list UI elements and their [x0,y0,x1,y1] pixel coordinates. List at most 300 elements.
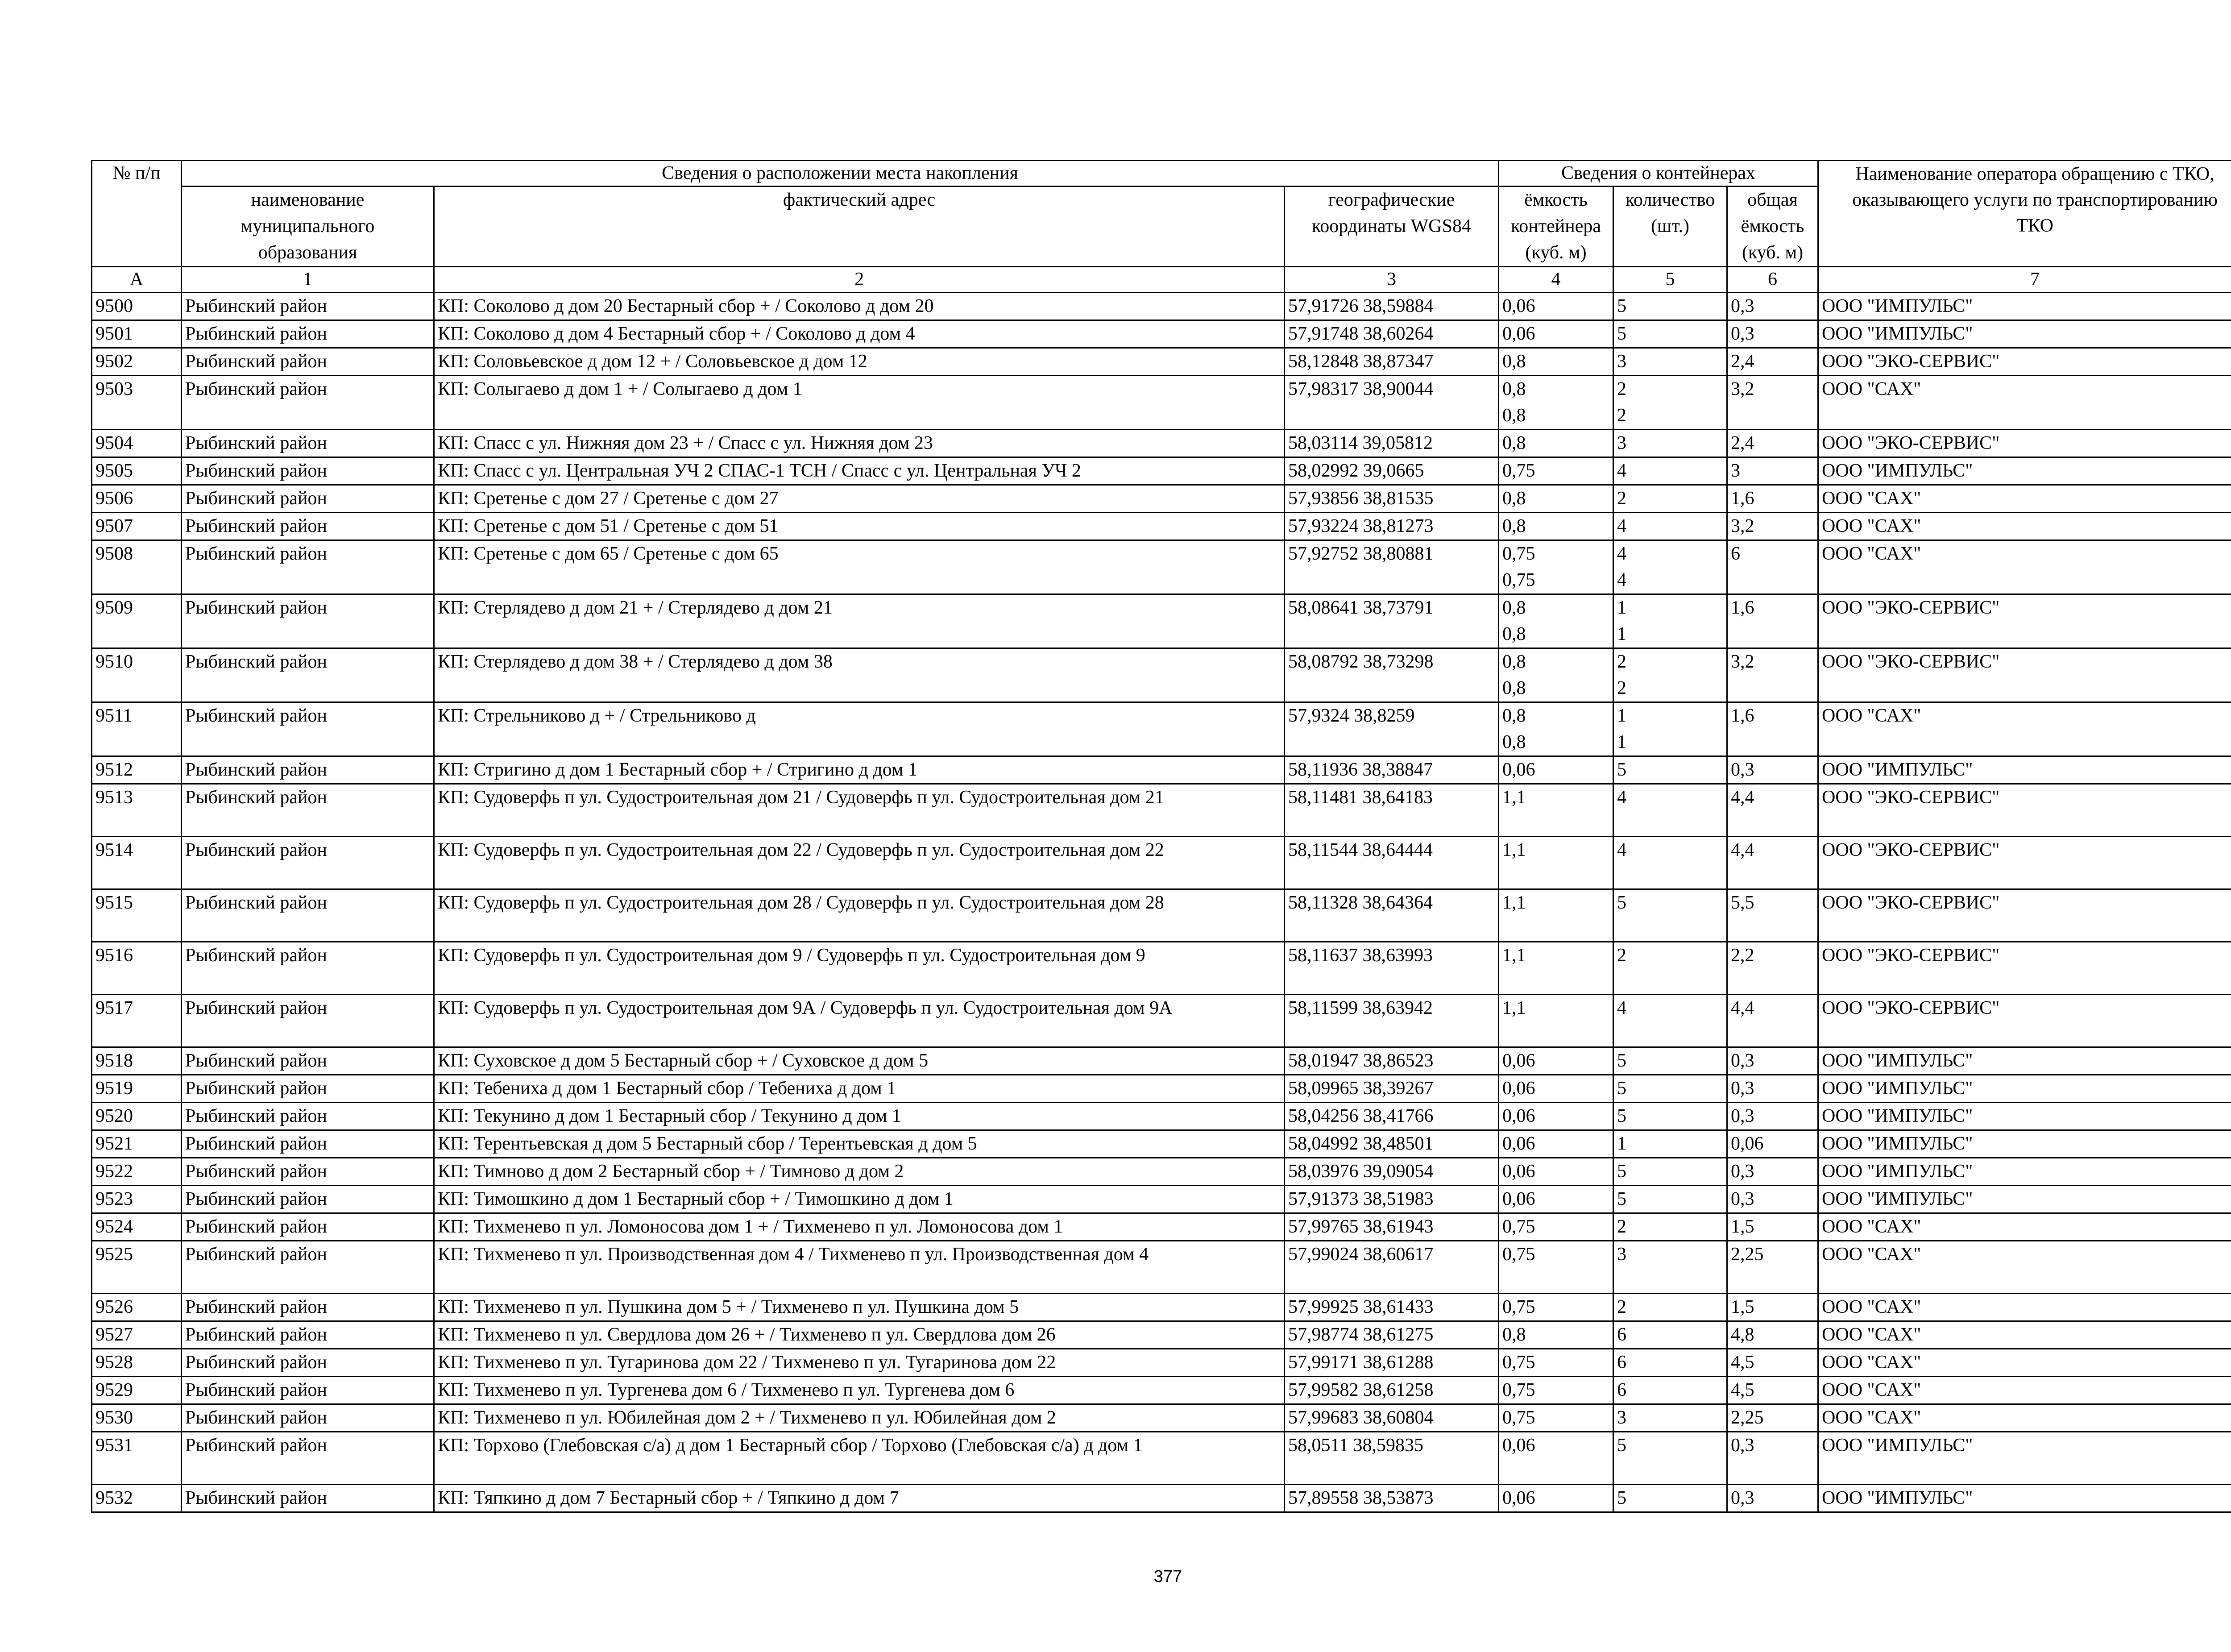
cell-capacity [1499,1241,1613,1294]
cell-address: КП: Тихменево п ул. Тургенева дом 6 / Тихменево п ул. Тургенева дом 6 [434,1377,1285,1404]
cell-capacity-value: 0,06 [1502,1189,1535,1209]
cell-number: 9522 [92,1158,182,1186]
cell-count-value: 3 [1617,351,1627,372]
cell-capacity-value: 0,8 [1502,488,1526,509]
cell-count [1613,293,1727,320]
cell-capacity [1499,648,1613,702]
cell-count [1613,1213,1727,1241]
cell-municipality: Рыбинский район [182,1075,434,1103]
cell-capacity-value: 1,1 [1502,840,1526,860]
cell-capacity-value: 0,75 [1502,1216,1535,1237]
header-coordinates-line: географические [1328,190,1455,210]
cell-total-capacity: 0,06 [1727,1130,1818,1158]
cell-capacity-value: 0,75 [1502,1297,1535,1317]
cell-coordinates: 58,11936 38,38847 [1285,756,1499,784]
cell-coordinates: 58,0511 38,59835 [1285,1432,1499,1485]
table-row [92,1294,2231,1321]
cell-total-capacity: 5,5 [1727,889,1818,942]
cell-count [1613,594,1727,648]
cell-number: 9519 [92,1075,182,1103]
cell-count [1613,942,1727,995]
cell-coordinates: 57,89558 38,53873 [1285,1485,1499,1512]
cell-count [1613,1241,1727,1294]
cell-coordinates: 58,09965 38,39267 [1285,1075,1499,1103]
cell-address: КП: Стрельниково д + / Стрельниково д [434,702,1285,756]
header-operator-line: Наименование оператора обращению с ТКО, [1855,164,2214,184]
cell-capacity-value: 0,8 [1502,598,1526,618]
cell-count-value: 5 [1617,760,1627,780]
header-municipality-line: муниципального [241,216,375,237]
cell-municipality: Рыбинский район [182,942,434,995]
cell-address: КП: Тихменево п ул. Юбилейная дом 2 + / Тихменево п ул. Юбилейная дом 2 [434,1404,1285,1432]
cell-count-value: 4 [1617,544,1627,564]
cell-coordinates: 58,04992 38,48501 [1285,1130,1499,1158]
cell-total-capacity: 1,6 [1727,702,1818,756]
table-row [92,293,2231,320]
column-index: 3 [1285,267,1499,293]
cell-total-capacity: 4,5 [1727,1377,1818,1404]
cell-municipality: Рыбинский район [182,1321,434,1349]
cell-operator: ООО "ИМПУЛЬС" [1818,320,2231,348]
cell-capacity [1499,1213,1613,1241]
cell-capacity [1499,540,1613,594]
cell-total-capacity: 1,6 [1727,485,1818,513]
table-row [92,1377,2231,1404]
cell-address: КП: Соколово д дом 4 Бестарный сбор + / Соколово д дом 4 [434,320,1285,348]
column-index: 4 [1499,267,1613,293]
cell-count [1613,540,1727,594]
cell-capacity [1499,1158,1613,1186]
cell-municipality: Рыбинский район [182,1186,434,1213]
cell-operator: ООО "ЭКО-СЕРВИС" [1818,837,2231,889]
header-row-groups [92,161,2231,187]
cell-count [1613,348,1727,376]
cell-number: 9507 [92,513,182,540]
cell-address: КП: Тихменево п ул. Тугаринова дом 22 / Тихменево п ул. Тугаринова дом 22 [434,1349,1285,1377]
cell-capacity-value: 0,75 [1502,1380,1535,1400]
cell-count-value: 4 [1617,570,1627,590]
cell-capacity [1499,837,1613,889]
cell-capacity [1499,995,1613,1047]
table-row [92,594,2231,648]
cell-operator: ООО "САХ" [1818,1377,2231,1404]
table-row [92,1321,2231,1349]
table-row [92,485,2231,513]
table-row [92,1186,2231,1213]
cell-count [1613,376,1727,430]
cell-coordinates: 57,99582 38,61258 [1285,1377,1499,1404]
cell-count-value: 1 [1617,706,1627,726]
table-row [92,320,2231,348]
cell-address: КП: Судоверфь п ул. Судостроительная дом 9А / Судоверфь п ул. Судостроительная дом 9А [434,995,1285,1047]
cell-total-capacity: 2,25 [1727,1241,1818,1294]
header-number: № п/п [92,161,182,267]
header-count [1613,187,1727,267]
cell-capacity [1499,1186,1613,1213]
cell-capacity-value: 0,75 [1502,1352,1535,1373]
table-row [92,430,2231,457]
cell-total-capacity: 0,3 [1727,320,1818,348]
cell-total-capacity: 0,3 [1727,1485,1818,1512]
header-capacity [1499,187,1613,267]
cell-operator: ООО "ЭКО-СЕРВИС" [1818,348,2231,376]
cell-coordinates: 57,99765 38,61943 [1285,1213,1499,1241]
cell-address: КП: Текунино д дом 1 Бестарный сбор / Текунино д дом 1 [434,1103,1285,1130]
cell-number: 9525 [92,1241,182,1294]
cell-municipality: Рыбинский район [182,1294,434,1321]
column-index: А [92,267,182,293]
cell-total-capacity: 0,3 [1727,1186,1818,1213]
cell-capacity-value: 1,1 [1502,892,1526,913]
cell-address: КП: Спасс с ул. Нижняя дом 23 + / Спасс с ул. Нижняя дом 23 [434,430,1285,457]
cell-count [1613,1047,1727,1075]
header-municipality-line: образования [258,242,357,263]
cell-operator: ООО "САХ" [1818,1404,2231,1432]
cell-total-capacity: 2,2 [1727,942,1818,995]
table-row [92,702,2231,756]
cell-count [1613,648,1727,702]
cell-municipality: Рыбинский район [182,995,434,1047]
cell-number: 9526 [92,1294,182,1321]
cell-count-value: 5 [1617,892,1627,913]
cell-municipality: Рыбинский район [182,594,434,648]
cell-capacity-value: 1,1 [1502,945,1526,966]
header-capacity-line: контейнера [1511,216,1601,237]
cell-capacity [1499,784,1613,837]
table-row [92,995,2231,1047]
cell-capacity [1499,485,1613,513]
cell-capacity-value: 0,06 [1502,324,1535,344]
column-index: 2 [434,267,1285,293]
cell-count [1613,1103,1727,1130]
table-body [92,293,2231,1512]
cell-count [1613,1186,1727,1213]
cell-municipality: Рыбинский район [182,320,434,348]
cell-capacity-value: 0,75 [1502,1244,1535,1265]
cell-count-value: 6 [1617,1324,1627,1345]
cell-address: КП: Тимошкино д дом 1 Бестарный сбор + / Тимошкино д дом 1 [434,1186,1285,1213]
cell-count [1613,995,1727,1047]
cell-capacity-value: 0,75 [1502,1407,1535,1428]
table-row [92,1130,2231,1158]
cell-count-value: 3 [1617,1244,1627,1265]
cell-capacity [1499,1047,1613,1075]
cell-number: 9509 [92,594,182,648]
cell-count [1613,457,1727,485]
page-number: 377 [1153,1567,1182,1586]
cell-total-capacity: 2,4 [1727,430,1818,457]
cell-municipality: Рыбинский район [182,293,434,320]
cell-count-value: 2 [1617,945,1627,966]
table-row [92,1047,2231,1075]
column-index: 7 [1818,267,2231,293]
header-address [434,187,1285,267]
header-address-line: фактический адрес [783,190,936,210]
cell-capacity-value: 0,8 [1502,379,1526,399]
cell-number: 9505 [92,457,182,485]
cell-address: КП: Соколово д дом 20 Бестарный сбор + / Соколово д дом 20 [434,293,1285,320]
cell-capacity-value: 0,8 [1502,433,1526,453]
cell-count-value: 1 [1617,598,1627,618]
cell-capacity-value: 1,1 [1502,787,1526,808]
cell-capacity-value: 0,06 [1502,1488,1535,1508]
cell-operator: ООО "САХ" [1818,485,2231,513]
cell-address: КП: Судоверфь п ул. Судостроительная дом 28 / Судоверфь п ул. Судостроительная дом 28 [434,889,1285,942]
table-row [92,756,2231,784]
header-count-line: количество [1625,190,1715,210]
table-row [92,1213,2231,1241]
cell-coordinates: 58,11544 38,64444 [1285,837,1499,889]
cell-number: 9516 [92,942,182,995]
cell-coordinates: 57,98774 38,61275 [1285,1321,1499,1349]
table-row [92,1485,2231,1512]
cell-capacity-value: 0,06 [1502,1106,1535,1126]
table-row [92,942,2231,995]
cell-capacity-value: 0,06 [1502,760,1535,780]
cell-address: КП: Тяпкино д дом 7 Бестарный сбор + / Тяпкино д дом 7 [434,1485,1285,1512]
cell-capacity-value: 0,8 [1502,678,1526,698]
cell-municipality: Рыбинский район [182,457,434,485]
cell-total-capacity: 0,3 [1727,756,1818,784]
cell-operator: ООО "ИМПУЛЬС" [1818,1432,2231,1485]
cell-count-value: 5 [1617,1488,1627,1508]
cell-total-capacity: 4,4 [1727,784,1818,837]
cell-operator: ООО "ИМПУЛЬС" [1818,457,2231,485]
cell-total-capacity: 4,8 [1727,1321,1818,1349]
cell-address: КП: Сретенье с дом 51 / Сретенье с дом 51 [434,513,1285,540]
cell-coordinates: 58,01947 38,86523 [1285,1047,1499,1075]
header-operator [1818,161,2231,267]
cell-address: КП: Торхово (Глебовская с/а) д дом 1 Бестарный сбор / Торхово (Глебовская с/а) д дом 1 [434,1432,1285,1485]
waste-sites-table [91,160,2231,1513]
cell-address: КП: Стригино д дом 1 Бестарный сбор + / Стригино д дом 1 [434,756,1285,784]
cell-count-value: 2 [1617,652,1627,672]
cell-address: КП: Тихменево п ул. Производственная дом 4 / Тихменево п ул. Производственная дом 4 [434,1241,1285,1294]
cell-operator: ООО "САХ" [1818,702,2231,756]
cell-coordinates: 58,08641 38,73791 [1285,594,1499,648]
cell-address: КП: Судоверфь п ул. Судостроительная дом 9 / Судоверфь п ул. Судостроительная дом 9 [434,942,1285,995]
cell-count [1613,837,1727,889]
cell-operator: ООО "САХ" [1818,540,2231,594]
cell-number: 9514 [92,837,182,889]
cell-municipality: Рыбинский район [182,837,434,889]
cell-municipality: Рыбинский район [182,348,434,376]
cell-count-value: 6 [1617,1380,1627,1400]
cell-capacity [1499,1075,1613,1103]
cell-capacity [1499,457,1613,485]
cell-capacity [1499,1321,1613,1349]
cell-operator: ООО "САХ" [1818,1241,2231,1294]
cell-capacity-value: 0,06 [1502,296,1535,316]
cell-total-capacity: 3,2 [1727,648,1818,702]
column-index: 5 [1613,267,1727,293]
cell-capacity [1499,1130,1613,1158]
header-total-capacity-line: (куб. м) [1742,242,1804,263]
cell-capacity [1499,513,1613,540]
header-total-capacity [1727,187,1818,267]
cell-count-value: 2 [1617,379,1627,399]
cell-address: КП: Тихменево п ул. Свердлова дом 26 + / Тихменево п ул. Свердлова дом 26 [434,1321,1285,1349]
cell-capacity-value: 0,06 [1502,1078,1535,1099]
cell-coordinates: 57,9324 38,8259 [1285,702,1499,756]
cell-number: 9523 [92,1186,182,1213]
cell-operator: ООО "САХ" [1818,1321,2231,1349]
cell-municipality: Рыбинский район [182,1103,434,1130]
cell-number: 9502 [92,348,182,376]
cell-municipality: Рыбинский район [182,513,434,540]
table-row [92,457,2231,485]
cell-capacity-value: 0,06 [1502,1133,1535,1154]
table-row [92,1349,2231,1377]
cell-municipality: Рыбинский район [182,784,434,837]
cell-number: 9501 [92,320,182,348]
cell-count-value: 4 [1617,840,1627,860]
cell-number: 9508 [92,540,182,594]
cell-capacity [1499,1294,1613,1321]
cell-count-value: 5 [1617,1189,1627,1209]
cell-capacity [1499,293,1613,320]
cell-number: 9515 [92,889,182,942]
cell-address: КП: Тебениха д дом 1 Бестарный сбор / Тебениха д дом 1 [434,1075,1285,1103]
cell-count-value: 1 [1617,624,1627,644]
table-row [92,1432,2231,1485]
header-total-capacity-line: общая [1747,190,1798,210]
cell-municipality: Рыбинский район [182,1158,434,1186]
cell-count [1613,1294,1727,1321]
cell-operator: ООО "ЭКО-СЕРВИС" [1818,942,2231,995]
header-operator-line: ТКО [2016,216,2054,236]
cell-address: КП: Судоверфь п ул. Судостроительная дом 22 / Судоверфь п ул. Судостроительная дом 22 [434,837,1285,889]
table-row [92,513,2231,540]
cell-municipality: Рыбинский район [182,376,434,430]
cell-municipality: Рыбинский район [182,1047,434,1075]
header-containers-group: Сведения о контейнерах [1499,161,1818,187]
cell-total-capacity: 4,5 [1727,1349,1818,1377]
cell-address: КП: Тихменево п ул. Пушкина дом 5 + / Тихменево п ул. Пушкина дом 5 [434,1294,1285,1321]
table-row [92,1103,2231,1130]
cell-operator: ООО "ЭКО-СЕРВИС" [1818,430,2231,457]
cell-address: КП: Солыгаево д дом 1 + / Солыгаево д дом 1 [434,376,1285,430]
cell-municipality: Рыбинский район [182,1485,434,1512]
column-index: 6 [1727,267,1818,293]
cell-capacity [1499,594,1613,648]
cell-coordinates: 57,99024 38,60617 [1285,1241,1499,1294]
cell-coordinates: 57,99925 38,61433 [1285,1294,1499,1321]
cell-municipality: Рыбинский район [182,1213,434,1241]
cell-operator: ООО "ИМПУЛЬС" [1818,1130,2231,1158]
cell-municipality: Рыбинский район [182,756,434,784]
cell-capacity-value: 0,75 [1502,544,1535,564]
table-header [92,161,2231,293]
cell-total-capacity: 1,5 [1727,1294,1818,1321]
cell-address: КП: Сретенье с дом 65 / Сретенье с дом 65 [434,540,1285,594]
cell-count [1613,1075,1727,1103]
cell-municipality: Рыбинский район [182,1130,434,1158]
cell-count-value: 2 [1617,405,1627,426]
cell-coordinates: 58,08792 38,73298 [1285,648,1499,702]
table-row [92,1075,2231,1103]
cell-coordinates: 57,93224 38,81273 [1285,513,1499,540]
header-municipality-line: наименование [251,190,365,210]
cell-coordinates: 57,91748 38,60264 [1285,320,1499,348]
cell-count [1613,1321,1727,1349]
cell-operator: ООО "ЭКО-СЕРВИС" [1818,784,2231,837]
cell-operator: ООО "ИМПУЛЬС" [1818,1103,2231,1130]
cell-number: 9512 [92,756,182,784]
cell-operator: ООО "ИМПУЛЬС" [1818,1485,2231,1512]
cell-number: 9524 [92,1213,182,1241]
cell-count [1613,1130,1727,1158]
cell-address: КП: Терентьевская д дом 5 Бестарный сбор / Терентьевская д дом 5 [434,1130,1285,1158]
cell-number: 9521 [92,1130,182,1158]
table-row [92,837,2231,889]
cell-operator: ООО "САХ" [1818,1294,2231,1321]
cell-coordinates: 57,91373 38,51983 [1285,1186,1499,1213]
cell-address: КП: Соловьевское д дом 12 + / Соловьевское д дом 12 [434,348,1285,376]
cell-number: 9513 [92,784,182,837]
cell-count-value: 2 [1617,678,1627,698]
cell-capacity [1499,756,1613,784]
cell-operator: ООО "САХ" [1818,376,2231,430]
cell-coordinates: 58,11328 38,64364 [1285,889,1499,942]
cell-capacity-value: 1,1 [1502,998,1526,1018]
cell-municipality: Рыбинский район [182,702,434,756]
header-coordinates [1285,187,1499,267]
cell-total-capacity: 0,3 [1727,1075,1818,1103]
cell-address: КП: Сретенье с дом 27 / Сретенье с дом 27 [434,485,1285,513]
cell-municipality: Рыбинский район [182,1404,434,1432]
header-capacity-line: ёмкость [1524,190,1588,210]
cell-capacity-value: 0,8 [1502,516,1526,536]
cell-total-capacity: 1,6 [1727,594,1818,648]
cell-total-capacity: 2,25 [1727,1404,1818,1432]
cell-capacity [1499,1404,1613,1432]
cell-operator: ООО "ИМПУЛЬС" [1818,1158,2231,1186]
cell-total-capacity: 0,3 [1727,1158,1818,1186]
cell-count [1613,485,1727,513]
cell-capacity [1499,1432,1613,1485]
cell-number: 9503 [92,376,182,430]
cell-coordinates: 58,04256 38,41766 [1285,1103,1499,1130]
cell-municipality: Рыбинский район [182,430,434,457]
table-row [92,348,2231,376]
cell-operator: ООО "ЭКО-СЕРВИС" [1818,594,2231,648]
cell-municipality: Рыбинский район [182,648,434,702]
cell-count-value: 5 [1617,1050,1627,1071]
cell-operator: ООО "ЭКО-СЕРВИС" [1818,648,2231,702]
cell-operator: ООО "ИМПУЛЬС" [1818,1047,2231,1075]
cell-total-capacity: 4,4 [1727,837,1818,889]
cell-capacity [1499,1485,1613,1512]
cell-coordinates: 58,11637 38,63993 [1285,942,1499,995]
cell-number: 9529 [92,1377,182,1404]
cell-capacity [1499,942,1613,995]
header-total-capacity-line: ёмкость [1741,216,1804,237]
cell-count [1613,1485,1727,1512]
cell-operator: ООО "ЭКО-СЕРВИС" [1818,889,2231,942]
header-coordinates-line: координаты WGS84 [1312,216,1471,237]
cell-count-value: 2 [1617,1297,1627,1317]
cell-capacity-value: 0,8 [1502,624,1526,644]
cell-count [1613,1377,1727,1404]
cell-number: 9520 [92,1103,182,1130]
cell-operator: ООО "ИМПУЛЬС" [1818,1075,2231,1103]
cell-capacity [1499,1349,1613,1377]
cell-coordinates: 57,91726 38,59884 [1285,293,1499,320]
cell-count [1613,702,1727,756]
cell-coordinates: 58,03976 39,09054 [1285,1158,1499,1186]
cell-capacity-value: 0,8 [1502,1324,1526,1345]
